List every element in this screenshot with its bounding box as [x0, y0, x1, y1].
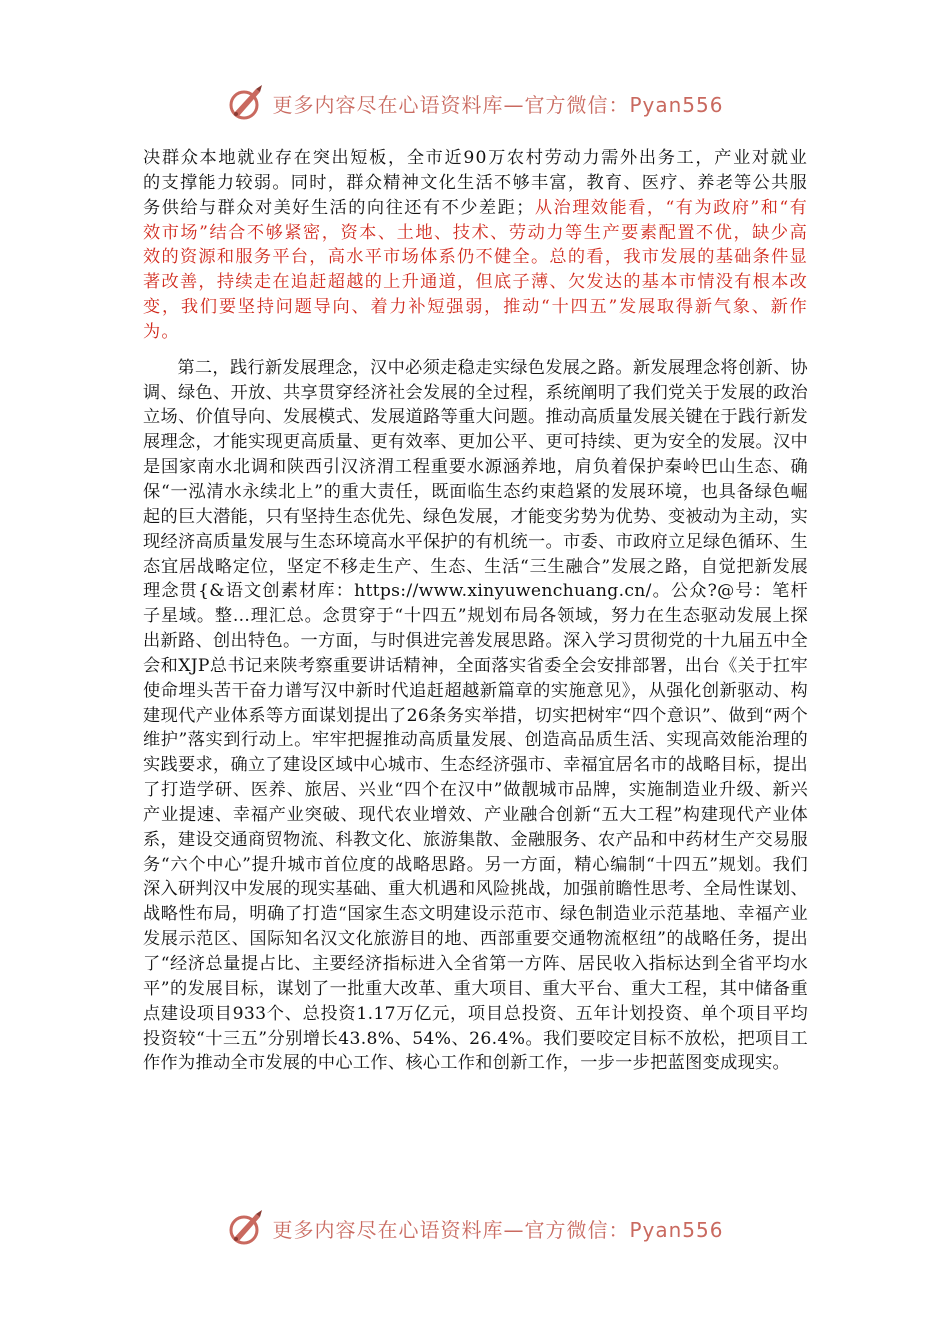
- pen-logo-icon: [226, 83, 266, 123]
- paragraph-2: 第二，践行新发展理念，汉中必须走稳走实绿色发展之路。新发展理念将创新、协调、绿色、开放、共享贯穿经济社会发展的全过程，系统阐明了我们党关于发展的政治立场、价值导向、发展模式、发展道路等重大问题。推动高质量发展关键在于践行新发展理念，才能实现更高质量、更有效率、更加公平、更可持续、更为安全的发展。汉中是国家南水北调和陕西引汉济渭工程重要水源涵养地，肩负着保护秦岭巴山生态、确保“一泓清水永续北上”的重大责任，既面临生态约束趋紧的发展环境，也具备绿色崛起的巨大潜能，只有坚持生态优先、绿色发展，才能变劣势为优势、变被动为主动，实现经济高质量发展与生态环境高水平保护的有机统一。市委、市政府立足绿色循环、生态宜居战略定位，坚定不移走生产、生态、生活“三生融合”发展之路，自觉把新发展理念贯{&语文创素材库：https://www.xinyuwenchuang.cn/。公众?@号：笔杆子星域。整…理汇总。念贯穿于“十四五”规划布局各领域，努力在生态驱动发展上探出新路、创出特色。一方面，与时俱进完善发展思路。深入学习贯彻党的十九届五中全会和XJP总书记来陕考察重要讲话精神，全面落实省委全会安排部署，出台《关于扛牢使命埋头苦干奋力谱写汉中新时代追赶超越新篇章的实施意见》，从强化创新驱动、构建现代产业体系等方面谋划提出了26条务实举措，切实把树牢“四个意识”、做到“两个维护”落实到行动上。牢牢把握推动高质量发展、创造高品质生活、实现高效能治理的实践要求，确立了建设区域中心城市、生态经济强市、幸福宜居名市的战略目标，提出了打造学研、医养、旅居、兴业“四个在汉中”做靓城市品牌，实施制造业升级、新兴产业提速、幸福产业突破、现代农业增效、产业融合创新“五大工程”构建现代产业体系，建设交通商贸物流、科教文化、旅游集散、金融服务、农产品和中药材生产交易服务“六个中心”提升城市首位度的战略思路。另一方面，精心编制“十四五”规划。我们深入研判汉中发展的现实基础、重大机遇和风险挑战，加强前瞻性思考、全局性谋划、战略性布局，明确了打造“国家生态文明建设示范市、绿色制造业示范基地、幸福产业发展示范区、国际知名汉文化旅游目的地、西部重要交通物流枢纽”的战略任务，提出了“经济总量提占比、主要经济指标进入全省第一方阵、居民收入指标达到全省平均水平”的发展目标，谋划了一批重大改革、重大项目、重大平台、重大工程，其中储备重点建设项目933个、总投资1.17万亿元，项目总投资、五年计划投资、单个项目平均投资较“十三五”分别增长43.8%、54%、26.4%。我们要咬定目标不放松，把项目工作作为推动全市发展的中心工作、核心工作和创新工作，一步一步把蓝图变成现实。: [143, 357, 808, 1074]
- header-watermark-banner: [0, 80, 950, 126]
- pen-logo-icon: [226, 1208, 266, 1248]
- paragraph-1-red-text: 从治理效能看，“有为政府”和“有效市场”结合不够紧密，资本、土地、技术、劳动力等生产要素配置不优，缺少高效的资源和服务平台，高水平市场体系仍不健全。总的看，我市发展的基础条件显著改善，持续走在追赶超越的上升通道，但底子薄、欠发达的基本市情没有根本改变，我们要坚持问题导向、着力补短强弱，推动“十四五”发展取得新气象、新作为。: [143, 197, 809, 342]
- document-body: [143, 146, 808, 1076]
- paragraph-1-black-text: 决群众本地就业存在突出短板，全市近90万农村劳动力需外出务工，产业对就业的支撑能力较弱。同时，群众精神文化生活不够丰富，教育、医疗、养老等公共服务供给与群众对美好生活的向往还有不少差距；: [143, 148, 808, 218]
- banner-text: 更多内容尽在心语资料库—官方微信：Pyan556: [272, 92, 724, 117]
- banner-text: 更多内容尽在心语资料库—官方微信：Pyan556: [272, 1217, 724, 1242]
- paragraph-1: [143, 146, 808, 345]
- footer-watermark-banner: [0, 1205, 950, 1251]
